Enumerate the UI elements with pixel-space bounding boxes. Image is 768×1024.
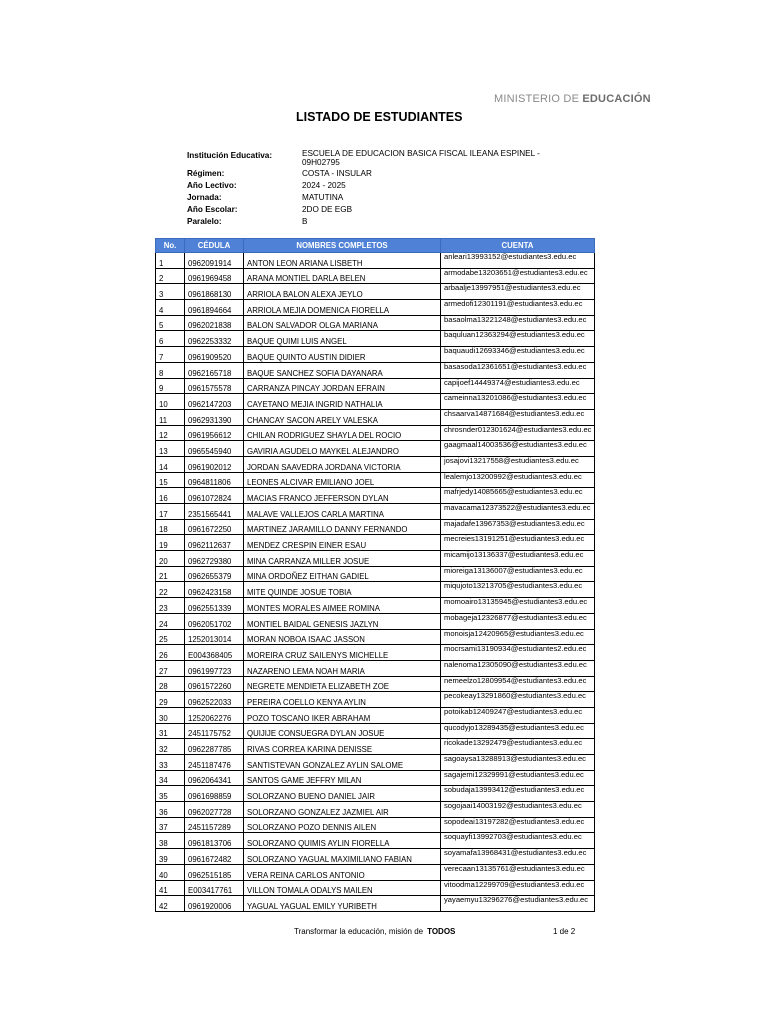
- cell-nombre: BAQUE QUIMI LUIS ANGEL: [244, 331, 441, 347]
- slogan-bold-text: TODOS: [427, 927, 456, 936]
- info-value: MATUTINA: [302, 193, 344, 202]
- table-row: [156, 362, 595, 378]
- table-row: [156, 268, 595, 284]
- cell-no: 23: [156, 598, 185, 614]
- table-row: [156, 519, 595, 535]
- cell-cuenta: miqujoto13213705@estudiantes3.edu.ec: [441, 582, 595, 598]
- cell-cedula: 0961894664: [185, 300, 244, 316]
- cell-cuenta: mioreiga13136007@estudiantes3.edu.ec: [441, 566, 595, 582]
- cell-cedula: 0962021838: [185, 315, 244, 331]
- cell-cuenta: lealemjo13200992@estudiantes3.edu.ec: [441, 472, 595, 488]
- table-row: [156, 504, 595, 520]
- table-row: [156, 409, 595, 425]
- cell-cuenta: mocrsami13190934@estudiantes2.edu.ec: [441, 645, 595, 661]
- info-row-paralelo: [187, 216, 542, 228]
- cell-nombre: MINA CARRANZA MILLER JOSUE: [244, 551, 441, 567]
- cell-nombre: VERA REINA CARLOS ANTONIO: [244, 864, 441, 880]
- info-label: Jornada:: [187, 193, 222, 202]
- cell-cuenta: majadafe13967353@estudiantes3.edu.ec: [441, 519, 595, 535]
- column-header-no: No.: [156, 239, 185, 253]
- cell-cuenta: momoairo13135945@estudiantes3.edu.ec: [441, 598, 595, 614]
- cell-cuenta: baquluan12363294@estudiantes3.edu.ec: [441, 331, 595, 347]
- table-row: [156, 613, 595, 629]
- table-row: [156, 566, 595, 582]
- column-header-nombres: NOMBRES COMPLETOS: [244, 239, 441, 253]
- table-row: [156, 786, 595, 802]
- cell-no: 15: [156, 472, 185, 488]
- info-value: B: [302, 217, 308, 226]
- cell-cuenta: josajovi13217558@estudiantes3.edu.ec: [441, 456, 595, 472]
- cell-nombre: SOLORZANO POZO DENNIS AILEN: [244, 817, 441, 833]
- cell-nombre: POZO TOSCANO IKER ABRAHAM: [244, 707, 441, 723]
- cell-cuenta: mobageja12326877@estudiantes3.edu.ec: [441, 613, 595, 629]
- cell-cuenta: capijoef14449374@estudiantes3.edu.ec: [441, 378, 595, 394]
- footer-slogan: [294, 927, 455, 936]
- info-value: 2DO DE EGB: [302, 205, 353, 214]
- cell-cuenta: soquayfi13992703@estudiantes3.edu.ec: [441, 833, 595, 849]
- institution-info: [187, 150, 542, 228]
- cell-cuenta: sagajemi12329991@estudiantes3.edu.ec: [441, 770, 595, 786]
- table-row: [156, 770, 595, 786]
- cell-no: 37: [156, 817, 185, 833]
- table-row: [156, 880, 595, 896]
- cell-nombre: SOLORZANO QUIMIS AYLIN FIORELLA: [244, 833, 441, 849]
- cell-cuenta: chsaarva14871684@estudiantes3.edu.ec: [441, 409, 595, 425]
- cell-nombre: MACIAS FRANCO JEFFERSON DYLAN: [244, 488, 441, 504]
- cell-cedula: 0961868130: [185, 284, 244, 300]
- cell-no: 8: [156, 362, 185, 378]
- table-row: [156, 817, 595, 833]
- cell-cuenta: mafrjedy14085665@estudiantes3.edu.ec: [441, 488, 595, 504]
- cell-nombre: SOLORZANO BUENO DANIEL JAIR: [244, 786, 441, 802]
- info-row-lectivo: [187, 180, 542, 192]
- cell-cedula: 0962165718: [185, 362, 244, 378]
- table-row: [156, 802, 595, 818]
- info-label: Año Escolar:: [187, 205, 238, 214]
- cell-cuenta: chrosnder012301624@estudiantes3.edu.ec: [441, 425, 595, 441]
- table-row: [156, 645, 595, 661]
- cell-no: 42: [156, 896, 185, 912]
- cell-no: 16: [156, 488, 185, 504]
- page-number: 1 de 2: [553, 927, 576, 936]
- cell-no: 12: [156, 425, 185, 441]
- cell-cuenta: yayaemyu13296276@estudiantes3.edu.ec: [441, 896, 595, 912]
- table-row: [156, 488, 595, 504]
- column-header-cedula: CÉDULA: [185, 239, 244, 253]
- table-row: [156, 551, 595, 567]
- cell-cedula: 0962931390: [185, 409, 244, 425]
- cell-no: 28: [156, 676, 185, 692]
- cell-nombre: JORDAN SAAVEDRA JORDANA VICTORIA: [244, 456, 441, 472]
- cell-nombre: NEGRETE MENDIETA ELIZABETH ZOE: [244, 676, 441, 692]
- page-title: LISTADO DE ESTUDIANTES: [296, 110, 463, 124]
- cell-cuenta: monoisja12420965@estudiantes3.edu.ec: [441, 629, 595, 645]
- cell-no: 27: [156, 660, 185, 676]
- info-label: Paralelo:: [187, 217, 222, 226]
- cell-nombre: CARRANZA PINCAY JORDAN EFRAIN: [244, 378, 441, 394]
- cell-cedula: 0961072824: [185, 488, 244, 504]
- info-row-regimen: [187, 168, 542, 180]
- cell-no: 31: [156, 723, 185, 739]
- cell-cuenta: gaagmaal14003536@estudiantes3.edu.ec: [441, 441, 595, 457]
- cell-cuenta: potoikab12409247@estudiantes3.edu.ec: [441, 707, 595, 723]
- students-table: [155, 238, 595, 912]
- table-row: [156, 284, 595, 300]
- table-row: [156, 347, 595, 363]
- cell-nombre: MINA ORDOÑEZ EITHAN GADIEL: [244, 566, 441, 582]
- cell-cuenta: cameinna13201086@estudiantes3.edu.ec: [441, 394, 595, 410]
- cell-no: 11: [156, 409, 185, 425]
- cell-no: 17: [156, 504, 185, 520]
- cell-nombre: PEREIRA COELLO KENYA AYLIN: [244, 692, 441, 708]
- cell-nombre: MONTES MORALES AIMEE ROMINA: [244, 598, 441, 614]
- cell-nombre: MARTINEZ JARAMILLO DANNY FERNANDO: [244, 519, 441, 535]
- table-row: [156, 300, 595, 316]
- cell-nombre: VILLON TOMALA ODALYS MAILEN: [244, 880, 441, 896]
- cell-no: 25: [156, 629, 185, 645]
- cell-no: 29: [156, 692, 185, 708]
- cell-cuenta: pecokeay13291860@estudiantes3.edu.ec: [441, 692, 595, 708]
- cell-nombre: MONTIEL BAIDAL GENESIS JAZLYN: [244, 613, 441, 629]
- table-row: [156, 331, 595, 347]
- cell-nombre: CHILAN RODRIGUEZ SHAYLA DEL ROCIO: [244, 425, 441, 441]
- cell-no: 26: [156, 645, 185, 661]
- cell-no: 38: [156, 833, 185, 849]
- table-row: [156, 598, 595, 614]
- cell-no: 39: [156, 849, 185, 865]
- cell-no: 5: [156, 315, 185, 331]
- cell-cedula: E003417761: [185, 880, 244, 896]
- cell-no: 30: [156, 707, 185, 723]
- cell-cuenta: sagoaysa13288913@estudiantes3.edu.ec: [441, 755, 595, 771]
- cell-cedula: 0962287785: [185, 739, 244, 755]
- info-label: Año Lectivo:: [187, 181, 237, 190]
- cell-no: 6: [156, 331, 185, 347]
- cell-cedula: 2451175752: [185, 723, 244, 739]
- cell-cedula: 0962522033: [185, 692, 244, 708]
- cell-cedula: 0961909520: [185, 347, 244, 363]
- cell-no: 24: [156, 613, 185, 629]
- table-row: [156, 864, 595, 880]
- table-row: [156, 707, 595, 723]
- cell-nombre: BALON SALVADOR OLGA MARIANA: [244, 315, 441, 331]
- cell-cedula: 0961997723: [185, 660, 244, 676]
- cell-cedula: 0962051702: [185, 613, 244, 629]
- cell-nombre: QUIJIJE CONSUEGRA DYLAN JOSUE: [244, 723, 441, 739]
- table-row: [156, 425, 595, 441]
- table-row: [156, 896, 595, 912]
- info-row-institucion: [187, 150, 542, 168]
- cell-no: 41: [156, 880, 185, 896]
- cell-cedula: 0964811806: [185, 472, 244, 488]
- cell-cuenta: ricokade13292479@estudiantes3.edu.ec: [441, 739, 595, 755]
- cell-cedula: 0962423158: [185, 582, 244, 598]
- cell-cuenta: verecaan13135761@estudiantes3.edu.ec: [441, 864, 595, 880]
- cell-cedula: 2451157289: [185, 817, 244, 833]
- table-row: [156, 472, 595, 488]
- cell-cuenta: mecreies13191251@estudiantes3.edu.ec: [441, 535, 595, 551]
- table-row: [156, 849, 595, 865]
- brand-light-text: MINISTERIO DE: [494, 93, 583, 105]
- cell-nombre: YAGUAL YAGUAL EMILY YURIBETH: [244, 896, 441, 912]
- cell-cuenta: qucodyjo13289435@estudiantes3.edu.ec: [441, 723, 595, 739]
- cell-cuenta: soyamafa13968431@estudiantes3.edu.ec: [441, 849, 595, 865]
- cell-no: 35: [156, 786, 185, 802]
- cell-nombre: NAZARENO LEMA NOAH MARIA: [244, 660, 441, 676]
- cell-cedula: 0962729380: [185, 551, 244, 567]
- table-row: [156, 676, 595, 692]
- info-value: ESCUELA DE EDUCACION BASICA FISCAL ILEANA ESPINEL - 09H02795: [302, 149, 540, 167]
- cell-no: 1: [156, 253, 185, 269]
- cell-nombre: MOREIRA CRUZ SAILENYS MICHELLE: [244, 645, 441, 661]
- cell-no: 13: [156, 441, 185, 457]
- table-row: [156, 456, 595, 472]
- table-row: [156, 833, 595, 849]
- cell-cedula: 1252062276: [185, 707, 244, 723]
- table-row: [156, 755, 595, 771]
- cell-cedula: 2351565441: [185, 504, 244, 520]
- cell-cedula: 0962112637: [185, 535, 244, 551]
- cell-cedula: 0961902012: [185, 456, 244, 472]
- cell-nombre: CAYETANO MEJIA INGRID NATHALIA: [244, 394, 441, 410]
- table-row: [156, 739, 595, 755]
- cell-no: 3: [156, 284, 185, 300]
- cell-nombre: MENDEZ CRESPIN EINER ESAU: [244, 535, 441, 551]
- cell-no: 21: [156, 566, 185, 582]
- table-row: [156, 315, 595, 331]
- cell-no: 9: [156, 378, 185, 394]
- cell-no: 33: [156, 755, 185, 771]
- cell-cedula: 0961920006: [185, 896, 244, 912]
- table-header-row: [156, 239, 595, 253]
- info-row-jornada: [187, 192, 542, 204]
- table-row: [156, 441, 595, 457]
- cell-nombre: ANTON LEON ARIANA LISBETH: [244, 253, 441, 269]
- cell-cuenta: basasoda12361651@estudiantes3.edu.ec: [441, 362, 595, 378]
- info-label: Institución Educativa:: [187, 151, 273, 160]
- cell-cuenta: anleari13993152@estudiantes3.edu.ec: [441, 253, 595, 269]
- cell-nombre: MALAVE VALLEJOS CARLA MARTINA: [244, 504, 441, 520]
- cell-cedula: E004368405: [185, 645, 244, 661]
- cell-no: 2: [156, 268, 185, 284]
- cell-cedula: 0962027728: [185, 802, 244, 818]
- cell-no: 10: [156, 394, 185, 410]
- cell-nombre: SOLORZANO YAGUAL MAXIMILIANO FABIAN: [244, 849, 441, 865]
- cell-no: 19: [156, 535, 185, 551]
- cell-no: 40: [156, 864, 185, 880]
- slogan-text: Transformar la educación, misión de: [294, 927, 424, 936]
- table-row: [156, 253, 595, 269]
- table-row: [156, 692, 595, 708]
- cell-cedula: 0961813706: [185, 833, 244, 849]
- cell-cuenta: armodabe13203651@estudiantes3.edu.ec: [441, 268, 595, 284]
- cell-no: 7: [156, 347, 185, 363]
- cell-no: 14: [156, 456, 185, 472]
- cell-cedula: 0961969458: [185, 268, 244, 284]
- cell-nombre: LEONES ALCIVAR EMILIANO JOEL: [244, 472, 441, 488]
- cell-cedula: 0961672482: [185, 849, 244, 865]
- info-value: 2024 - 2025: [302, 181, 346, 190]
- table-row: [156, 378, 595, 394]
- cell-no: 36: [156, 802, 185, 818]
- brand-bold-text: EDUCACIÓN: [582, 93, 651, 105]
- cell-cuenta: armedofi12301191@estudiantes3.edu.ec: [441, 300, 595, 316]
- cell-cedula: 0961572260: [185, 676, 244, 692]
- cell-cuenta: sogojaai14003192@estudiantes3.edu.ec: [441, 802, 595, 818]
- cell-nombre: BAQUE SANCHEZ SOFIA DAYANARA: [244, 362, 441, 378]
- table-row: [156, 582, 595, 598]
- cell-cuenta: baquaudi12693346@estudiantes3.edu.ec: [441, 347, 595, 363]
- cell-nombre: ARRIOLA MEJIA DOMENICA FIORELLA: [244, 300, 441, 316]
- cell-cuenta: sobudaja13993412@estudiantes3.edu.ec: [441, 786, 595, 802]
- cell-nombre: MORAN NOBOA ISAAC JASSON: [244, 629, 441, 645]
- cell-nombre: BAQUE QUINTO AUSTIN DIDIER: [244, 347, 441, 363]
- cell-nombre: ARANA MONTIEL DARLA BELEN: [244, 268, 441, 284]
- cell-cuenta: micamijo13136337@estudiantes3.edu.ec: [441, 551, 595, 567]
- cell-cedula: 0961672250: [185, 519, 244, 535]
- info-value: COSTA - INSULAR: [302, 169, 372, 178]
- cell-no: 32: [156, 739, 185, 755]
- cell-cedula: 0962551339: [185, 598, 244, 614]
- table-row: [156, 394, 595, 410]
- cell-cedula: 0962091914: [185, 253, 244, 269]
- cell-cedula: 0962515185: [185, 864, 244, 880]
- cell-no: 18: [156, 519, 185, 535]
- cell-cedula: 0962655379: [185, 566, 244, 582]
- cell-no: 4: [156, 300, 185, 316]
- cell-cedula: 0961698859: [185, 786, 244, 802]
- cell-cuenta: sopodeai13197282@estudiantes3.edu.ec: [441, 817, 595, 833]
- cell-nombre: ARRIOLA BALON ALEXA JEYLO: [244, 284, 441, 300]
- cell-cuenta: nemeelzo12809954@estudiantes3.edu.ec: [441, 676, 595, 692]
- cell-cedula: 0962147203: [185, 394, 244, 410]
- cell-cedula: 0961575578: [185, 378, 244, 394]
- cell-cuenta: basaolma13221248@estudiantes3.edu.ec: [441, 315, 595, 331]
- cell-nombre: SANTOS GAME JEFFRY MILAN: [244, 770, 441, 786]
- table-row: [156, 535, 595, 551]
- cell-cuenta: nalenoma12305090@estudiantes3.edu.ec: [441, 660, 595, 676]
- cell-nombre: MITE QUINDE JOSUE TOBIA: [244, 582, 441, 598]
- cell-cuenta: arbaalje13997951@estudiantes3.edu.ec: [441, 284, 595, 300]
- cell-nombre: SOLORZANO GONZALEZ JAZMIEL AIR: [244, 802, 441, 818]
- cell-nombre: RIVAS CORREA KARINA DENISSE: [244, 739, 441, 755]
- column-header-cuenta: CUENTA: [441, 239, 595, 253]
- cell-nombre: GAVIRIA AGUDELO MAYKEL ALEJANDRO: [244, 441, 441, 457]
- cell-nombre: CHANCAY SACON ARELY VALESKA: [244, 409, 441, 425]
- cell-cedula: 1252013014: [185, 629, 244, 645]
- cell-cedula: 0962064341: [185, 770, 244, 786]
- cell-no: 20: [156, 551, 185, 567]
- table-row: [156, 660, 595, 676]
- cell-nombre: SANTISTEVAN GONZALEZ AYLIN SALOME: [244, 755, 441, 771]
- cell-cedula: 0965545940: [185, 441, 244, 457]
- cell-cedula: 0961956612: [185, 425, 244, 441]
- info-label: Régimen:: [187, 169, 225, 178]
- cell-cedula: 2451187476: [185, 755, 244, 771]
- table-row: [156, 629, 595, 645]
- cell-no: 34: [156, 770, 185, 786]
- cell-cuenta: mavacama12373522@estudiantes3.edu.ec: [441, 504, 595, 520]
- table-row: [156, 723, 595, 739]
- cell-cedula: 0962253332: [185, 331, 244, 347]
- cell-no: 22: [156, 582, 185, 598]
- cell-cuenta: vitoodma12299709@estudiantes3.edu.ec: [441, 880, 595, 896]
- info-row-escolar: [187, 204, 542, 216]
- ministry-logo: [494, 93, 651, 105]
